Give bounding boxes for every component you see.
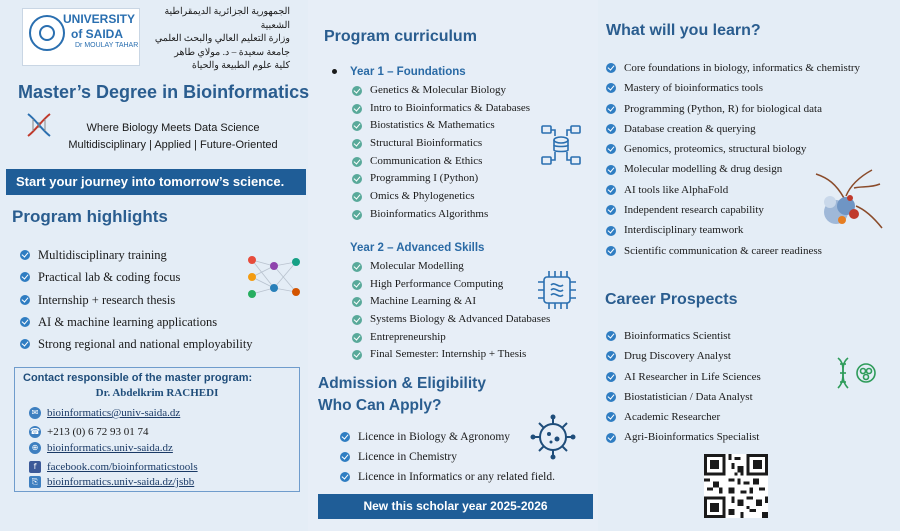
- check-icon: [352, 174, 362, 184]
- page-title: Master’s Degree in Bioinformatics: [18, 82, 310, 102]
- contact-title: Contact responsible of the master program:: [23, 372, 253, 384]
- list-item: AI & machine learning applications: [20, 311, 253, 333]
- check-icon: [352, 350, 362, 360]
- check-icon: [340, 432, 350, 442]
- check-icon: [20, 317, 30, 327]
- list-item: Systems Biology & Advanced Databases: [352, 311, 550, 329]
- check-icon: [352, 333, 362, 343]
- check-icon: [352, 210, 362, 220]
- highlights-list: [20, 244, 253, 355]
- list-item: Entrepreneurship: [352, 329, 550, 347]
- list-item: AI Researcher in Life Sciences: [606, 367, 761, 387]
- check-icon: [606, 83, 616, 93]
- list-item: Licence in Chemistry: [340, 447, 555, 467]
- arabic-line: وزارة التعليم العالي والبحث العلمي: [154, 34, 290, 44]
- logo-of-saida-text: of SAIDA: [71, 27, 123, 41]
- career-title: Career Prospects: [605, 291, 738, 308]
- check-icon: [352, 297, 362, 307]
- check-icon: [352, 139, 362, 149]
- globe-icon: ⊕: [29, 442, 41, 454]
- list-item: Bioinformatics Scientist: [606, 326, 761, 346]
- list-item: Omics & Phylogenetics: [352, 188, 530, 206]
- tagline-line-1: Where Biology Meets Data Science: [86, 122, 260, 134]
- list-item: Machine Learning & AI: [352, 293, 550, 311]
- check-icon: [20, 339, 30, 349]
- neural-network-icon: [246, 252, 302, 302]
- link-icon: ⎘: [29, 476, 41, 488]
- website-link[interactable]: bioinformatics.univ-saida.dz: [47, 442, 173, 454]
- list-item: Internship + research thesis: [20, 289, 253, 311]
- list-item: Mastery of bioinformatics tools: [606, 78, 860, 98]
- phone-icon: ☎: [30, 427, 40, 436]
- arabic-line: الجمهورية الجزائرية الديمقراطية الشعبية: [164, 7, 290, 31]
- check-icon: [352, 104, 362, 114]
- virus-icon: [528, 412, 578, 462]
- mail-icon: ✉: [29, 407, 41, 419]
- admission-title-line-1: Admission & Eligibility: [318, 375, 486, 392]
- list-item: Licence in Biology & Agronomy: [340, 427, 555, 447]
- list-item: Intro to Bioinformatics & Databases: [352, 100, 530, 118]
- list-item: Communication & Ethics: [352, 153, 530, 171]
- facebook-link[interactable]: facebook.com/bioinformaticstools: [47, 461, 198, 473]
- list-item: Biostatistics & Mathematics: [352, 117, 530, 135]
- qr-code-icon[interactable]: [704, 454, 768, 518]
- email-link[interactable]: bioinformatics@univ-saida.dz: [47, 407, 181, 419]
- dna-helix-icon: [834, 356, 878, 390]
- list-item: Agri-Bioinformatics Specialist: [606, 427, 761, 447]
- list-item: Database creation & querying: [606, 119, 860, 139]
- check-icon: [606, 433, 616, 443]
- check-icon: [606, 63, 616, 73]
- list-item: Interdisciplinary teamwork: [606, 220, 860, 240]
- tagline: [48, 120, 298, 154]
- logo-university-text: UNIVERSITY: [63, 12, 136, 26]
- check-icon: [20, 295, 30, 305]
- list-item: Licence in Informatics or any related field.: [340, 467, 555, 487]
- facebook-icon: f: [29, 461, 41, 473]
- university-seal-icon: [29, 15, 65, 51]
- check-icon: [606, 104, 616, 114]
- list-item: Programming I (Python): [352, 170, 530, 188]
- list-item: Drug Discovery Analyst: [606, 346, 761, 366]
- check-icon: [606, 392, 616, 402]
- list-item: Programming (Python, R) for biological data: [606, 99, 860, 119]
- arabic-line: كلية علوم الطبيعة والحياة: [191, 61, 290, 71]
- admission-list: [340, 427, 555, 487]
- check-icon: [352, 315, 362, 325]
- contact-box: [14, 367, 300, 492]
- check-icon: [352, 262, 362, 272]
- chip-icon: [534, 268, 580, 312]
- phone-number: +213 (0) 6 72 93 01 74: [47, 426, 149, 438]
- check-icon: [606, 165, 616, 175]
- molecule-icon: [806, 166, 886, 238]
- list-item: Molecular Modelling: [352, 258, 550, 276]
- check-icon: [340, 452, 350, 462]
- contact-name: Dr. Abdelkrim RACHEDI: [95, 387, 219, 399]
- journey-banner: Start your journey into tomorrow’s science.: [6, 169, 306, 195]
- list-item: Bioinformatics Algorithms: [352, 206, 530, 224]
- list-item: Practical lab & coding focus: [20, 266, 253, 288]
- check-icon: [606, 331, 616, 341]
- year2-list: [352, 258, 550, 364]
- check-icon: [352, 157, 362, 167]
- check-icon: [606, 372, 616, 382]
- admission-title: [318, 373, 486, 417]
- check-icon: [606, 144, 616, 154]
- university-logo: [22, 8, 140, 66]
- check-icon: [352, 192, 362, 202]
- list-item: Final Semester: Internship + Thesis: [352, 346, 550, 364]
- bullet-icon: [332, 69, 337, 74]
- list-item: AI tools like AlphaFold: [606, 180, 860, 200]
- database-network-icon: [540, 124, 582, 166]
- check-icon: [606, 205, 616, 215]
- check-icon: [606, 351, 616, 361]
- arabic-header: [150, 6, 290, 74]
- check-icon: [606, 226, 616, 236]
- list-item: Core foundations in biology, informatics & chemistry: [606, 58, 860, 78]
- year1-title: Year 1 – Foundations: [350, 66, 466, 78]
- check-icon: [606, 185, 616, 195]
- list-item: Structural Bioinformatics: [352, 135, 530, 153]
- check-icon: [606, 124, 616, 134]
- check-icon: [352, 280, 362, 290]
- admission-title-line-2: Who Can Apply?: [318, 397, 442, 414]
- list-item: Academic Researcher: [606, 407, 761, 427]
- year1-list: [352, 82, 530, 224]
- tagline-line-2: Multidisciplinary | Applied | Future-Oriented: [68, 139, 278, 151]
- list-item: Molecular modelling & drug design: [606, 159, 860, 179]
- list-item: Scientific communication & career readiness: [606, 241, 860, 261]
- new-year-banner: New this scholar year 2025-2026: [318, 494, 593, 519]
- list-item: High Performance Computing: [352, 276, 550, 294]
- check-icon: [352, 86, 362, 96]
- check-icon: [340, 472, 350, 482]
- check-icon: [20, 272, 30, 282]
- list-item: Genomics, proteomics, structural biology: [606, 139, 860, 159]
- check-icon: [606, 412, 616, 422]
- year2-title: Year 2 – Advanced Skills: [350, 242, 485, 254]
- check-icon: [20, 250, 30, 260]
- list-item: Independent research capability: [606, 200, 860, 220]
- list-item: Biostatistician / Data Analyst: [606, 387, 761, 407]
- check-icon: [352, 121, 362, 131]
- logo-subtitle-text: Dr MOULAY TAHAR: [75, 42, 139, 49]
- list-item: Genetics & Molecular Biology: [352, 82, 530, 100]
- highlights-title: Program highlights: [12, 207, 168, 226]
- learn-title: What will you learn?: [606, 22, 761, 39]
- career-list: [606, 326, 761, 448]
- jsbb-link[interactable]: bioinformatics.univ-saida.dz/jsbb: [47, 476, 195, 488]
- list-item: Strong regional and national employability: [20, 333, 253, 355]
- list-item: Multidisciplinary training: [20, 244, 253, 266]
- check-icon: [606, 246, 616, 256]
- arabic-line: جامعة سعيدة – د. مولاي طاهر: [174, 47, 290, 58]
- curriculum-title: Program curriculum: [324, 28, 477, 45]
